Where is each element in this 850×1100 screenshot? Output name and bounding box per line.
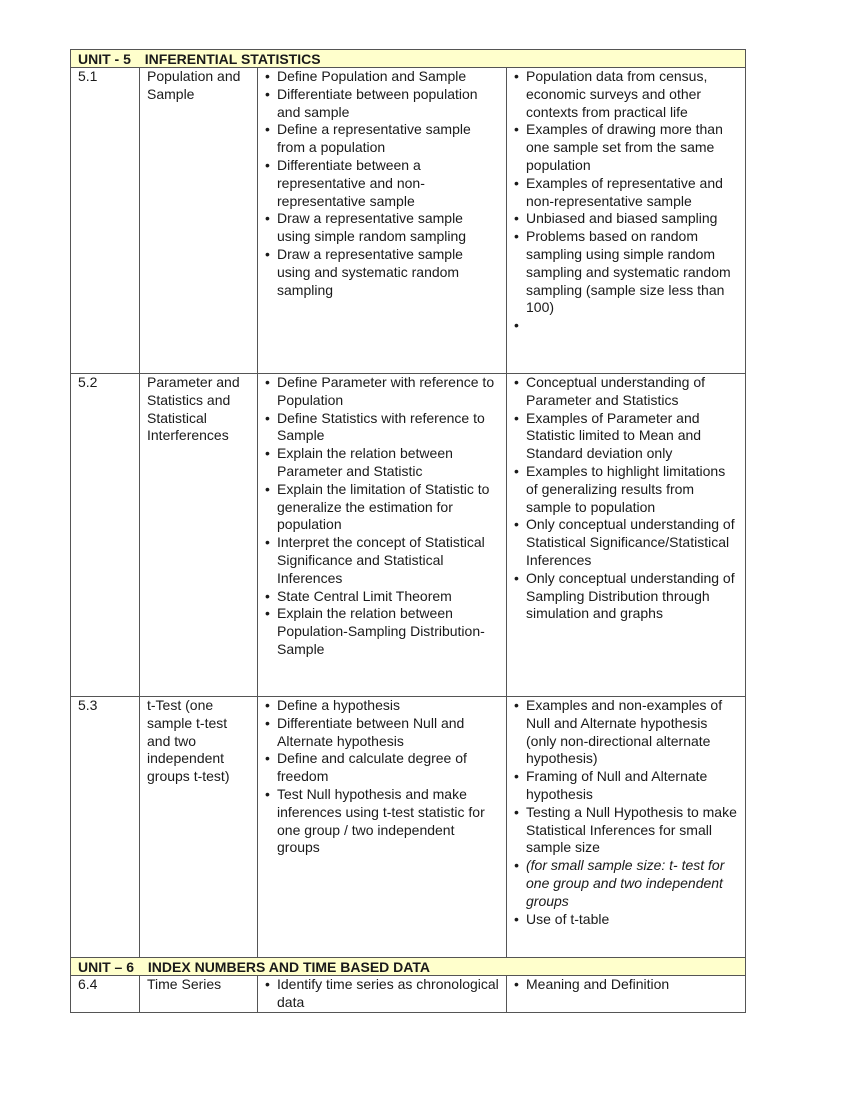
list-item: • Identify time series as chronological data (265, 976, 499, 1012)
list-item: • (for small sample size: t- test for one group and two independent groups (514, 857, 738, 910)
list-item: • Testing a Null Hypothesis to make Statistical Inferences for small sample size (514, 804, 738, 857)
unit-code: UNIT – 6 (78, 959, 135, 975)
notes-list (514, 68, 738, 335)
list-item: • Problems based on random sampling using simple random sampling and systematic random sampling (sample size less than 100) (514, 228, 738, 317)
table-row (71, 374, 746, 697)
list-item: • Define Parameter with reference to Population (265, 374, 499, 410)
learning-outcomes-list (265, 976, 499, 1012)
row-topic: Parameter and Statistics and Statistical Interferences (140, 374, 258, 697)
list-item: • Explain the relation between Parameter and Statistic (265, 445, 499, 481)
list-item: • Differentiate between population and sample (265, 86, 499, 122)
notes-cell (507, 976, 746, 1013)
unit-header (71, 50, 746, 68)
list-item (514, 317, 738, 335)
list-item: • Examples and non-examples of Null and Alternate hypothesis (only non-directional alternate hypothesis) (514, 697, 738, 768)
row-topic: Population and Sample (140, 68, 258, 374)
list-item: • Draw a representative sample using and systematic random sampling (265, 246, 499, 299)
notes-cell (507, 374, 746, 697)
list-item: • Define and calculate degree of freedom (265, 750, 499, 786)
row-number: 6.4 (71, 976, 140, 1013)
list-item: • Conceptual understanding of Parameter and Statistics (514, 374, 738, 410)
list-item: • Explain the relation between Population-Sampling Distribution-Sample (265, 605, 499, 658)
table-row (71, 697, 746, 958)
learning-outcomes-list (265, 697, 499, 857)
table-row (71, 68, 746, 374)
row-topic: t-Test (one sample t-test and two independent groups t-test) (140, 697, 258, 958)
list-item: • Differentiate between Null and Alternate hypothesis (265, 715, 499, 751)
row-number: 5.2 (71, 374, 140, 697)
list-item: • Examples of Parameter and Statistic limited to Mean and Standard deviation only (514, 410, 738, 463)
list-item: • Define a hypothesis (265, 697, 499, 715)
list-item: • Examples to highlight limitations of generalizing results from sample to population (514, 463, 738, 516)
list-item: • Define Statistics with reference to Sample (265, 410, 499, 446)
list-item: • Interpret the concept of Statistical Significance and Statistical Inferences (265, 534, 499, 587)
list-item: • State Central Limit Theorem (265, 588, 499, 606)
list-item: • Unbiased and biased sampling (514, 210, 738, 228)
learning-outcomes-list (265, 374, 499, 659)
list-item: • Examples of drawing more than one sample set from the same population (514, 121, 738, 174)
row-number: 5.1 (71, 68, 140, 374)
unit-code: UNIT - 5 (78, 51, 131, 67)
learning-outcomes-list (265, 68, 499, 299)
list-item: • Meaning and Definition (514, 976, 738, 994)
list-item: • Define Population and Sample (265, 68, 499, 86)
learning-outcomes-cell (258, 68, 507, 374)
notes-list (514, 976, 738, 994)
unit-title: INDEX NUMBERS AND TIME BASED DATA (147, 959, 430, 975)
list-item: • Only conceptual understanding of Sampling Distribution through simulation and graphs (514, 570, 738, 623)
list-item: • Only conceptual understanding of Statistical Significance/Statistical Inferences (514, 516, 738, 569)
list-item: • Define a representative sample from a population (265, 121, 499, 157)
row-topic: Time Series (140, 976, 258, 1013)
notes-list (514, 697, 738, 928)
learning-outcomes-cell (258, 976, 507, 1013)
list-item: • Test Null hypothesis and make inferences using t-test statistic for one group / two independent groups (265, 786, 499, 857)
learning-outcomes-cell (258, 374, 507, 697)
unit-header-row (71, 50, 746, 68)
unit-title: INFERENTIAL STATISTICS (144, 51, 321, 67)
list-item: • Framing of Null and Alternate hypothesis (514, 768, 738, 804)
list-item: • Use of t-table (514, 911, 738, 929)
notes-cell (507, 68, 746, 374)
row-number: 5.3 (71, 697, 140, 958)
list-item: • Population data from census, economic surveys and other contexts from practical life (514, 68, 738, 121)
syllabus-table (70, 49, 746, 1013)
notes-list (514, 374, 738, 623)
list-item: • Differentiate between a representative and non-representative sample (265, 157, 499, 210)
notes-cell (507, 697, 746, 958)
unit-header (71, 958, 746, 976)
list-item: • Draw a representative sample using simple random sampling (265, 210, 499, 246)
table-row (71, 976, 746, 1013)
unit-header-row (71, 958, 746, 976)
list-item: • Explain the limitation of Statistic to generalize the estimation for population (265, 481, 499, 534)
learning-outcomes-cell (258, 697, 507, 958)
list-item: • Examples of representative and non-representative sample (514, 175, 738, 211)
